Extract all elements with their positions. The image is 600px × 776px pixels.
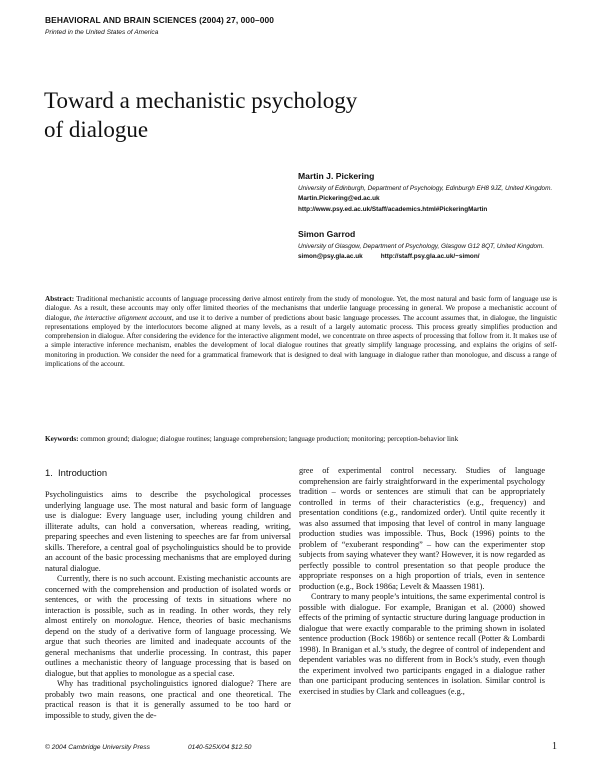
right-column	[299, 466, 545, 697]
abstract	[45, 295, 557, 369]
paragraph: Why has traditional psycholinguistics ignored dialogue? There are probably two main reasons, one practical and one theoretical. The practical reason is that it is generally assumed to be too hard or impossible to study, given the de-	[45, 679, 291, 720]
paragraph: gree of experimental control necessary. Studies of language comprehension are fairly straightforward in the experimental psychology tradition – words or sentences are stimuli that can be appropriately controlled in terms of their characteristics (e.g., frequency) and presentation conditions (e.g., randomized order). Until quite recently it was also assumed that imposing that level of control in many language production studies was impossible. Thus, Bock (1996) points to the problem of “exuberant responding” – how can the experimenter stop subjects from saying whatever they want? However, it is now regarded as perfectly possible to control presentation so that people produce the appropriate responses on a high proportion of trials, even in sentence production (e.g., Bock 1986a; Levelt & Maassen 1981).	[299, 466, 545, 591]
abstract-text-1: Traditional mechanistic accounts of language processing derive almost entirely from the study of monologue. Yet, the most natural and basic form of language use is dialogue. As a result, these accounts may only offer limited theories of the mechanisms that underlie language processing in general. We propose a mechanistic account of dialogue,	[45, 295, 557, 322]
keywords-label: Keywords:	[45, 435, 79, 443]
keywords-text: common ground; dialogue; dialogue routines; language comprehension; language production; monitoring; perception-behavior link	[80, 435, 459, 443]
author-email[interactable]: Martin.Pickering@ed.ac.uk	[298, 195, 380, 203]
author-links	[298, 252, 568, 262]
author-affiliation: University of Glasgow, Department of Psychology, Glasgow G12 8QT, United Kingdom.	[298, 243, 545, 250]
page-footer	[45, 741, 557, 752]
author-name: Martin J. Pickering	[298, 171, 375, 181]
section-heading	[45, 467, 107, 478]
author-block-garrod	[298, 229, 568, 263]
keywords	[45, 435, 557, 444]
paragraph: Psycholinguistics aims to describe the psychological processes underlying language use. The most natural and basic form of language use is dialogue: Every language user, including young children and illiterate adults, can hold a conversation, whereas reading, writing, preparing speeches and even listening to speeches are far from universal skills. Therefore, a central goal of psycholinguistics should be to provide an account of the basic processing mechanisms that are employed during natural dialogue.	[45, 490, 291, 573]
section-number: 1.	[45, 467, 53, 478]
issn: 0140-525X/04 $12.50	[188, 744, 252, 751]
title-line-2: of dialogue	[44, 117, 149, 142]
paragraph-emphasis: monologue.	[114, 616, 154, 625]
author-email[interactable]: simon@psy.gla.ac.uk	[298, 253, 363, 261]
author-affiliation: University of Edinburgh, Department of Psychology, Edinburgh EH8 9JZ, United Kingdom.	[298, 185, 553, 192]
author-website[interactable]: http://www.psy.ed.ac.uk/Staff/academics.html#PickeringMartin	[298, 205, 488, 213]
author-website[interactable]: http://staff.psy.gla.ac.uk/~simon/	[380, 253, 480, 261]
author-block-pickering	[298, 171, 568, 215]
paragraph	[45, 574, 291, 679]
article-title	[44, 86, 404, 144]
paragraph-text: Currently, there is no such account. Existing mechanistic accounts are concerned with the comprehension and production of isolated words or sentences, or with the processing of texts in situations where no interaction is possible, such as in reading. In other words, they rely almost entirely on	[45, 574, 291, 625]
left-column	[45, 490, 291, 721]
paragraph: Contrary to many people’s intuitions, the same experimental control is possible with dialogue. For example, Branigan et al. (2000) showed effects of the priming of syntactic structure during language production in dialogue that were exactly comparable to the priming shown in isolated sentence production (Bock 1986b) or sentence recall (Potter & Lombardi 1998). In Branigan et al.’s study, the degree of control of independent and dependent variables was no different from in Bock’s study, even though the experiment involved two participants engaged in a dialogue rather than one participant producing sentences in isolation. Similar control is exercised in studies by Clark and colleagues (e.g.,	[299, 592, 545, 696]
section-title: Introduction	[58, 467, 108, 478]
page-number: 1	[552, 741, 557, 752]
abstract-emphasis: the interactive alignment account	[73, 313, 172, 322]
abstract-text-2: , and use it to derive a number of predictions about basic language processes. The account assumes that, in dialogue, the linguistic representations employed by the interlocutors become aligned at many levels, as a result of a largely automatic process. This process greatly simplifies production and comprehension in dialogue. After considering the evidence for the interactive alignment model, we concentrate on three aspects of processing that follow from it. It makes use of a simple interactive inference mechanism, enables the development of local dialogue routines that greatly simplify language processing, and explains the origins of self-monitoring in production. We consider the need for a grammatical framework that is designed to deal with language in dialogue rather than monologue, and discuss a range of implications of the account.	[45, 313, 558, 369]
author-name: Simon Garrod	[298, 229, 356, 239]
paragraph-text: Hence, theories of basic mechanisms depend on the study of a derivative form of language processing. We argue that such theories are limited and inadequate accounts of the general mechanisms that underlie processing. In contrast, this paper outlines a mechanistic theory of language processing that is based on dialogue, but that applies to monologue as a special case.	[45, 616, 292, 678]
title-line-1: Toward a mechanistic psychology	[44, 88, 358, 113]
abstract-label: Abstract:	[45, 295, 75, 303]
copyright: © 2004 Cambridge University Press	[45, 744, 150, 751]
journal-header: BEHAVIORAL AND BRAIN SCIENCES (2004) 27, 000–000	[45, 15, 274, 25]
printed-line: Printed in the United States of America	[45, 29, 159, 36]
